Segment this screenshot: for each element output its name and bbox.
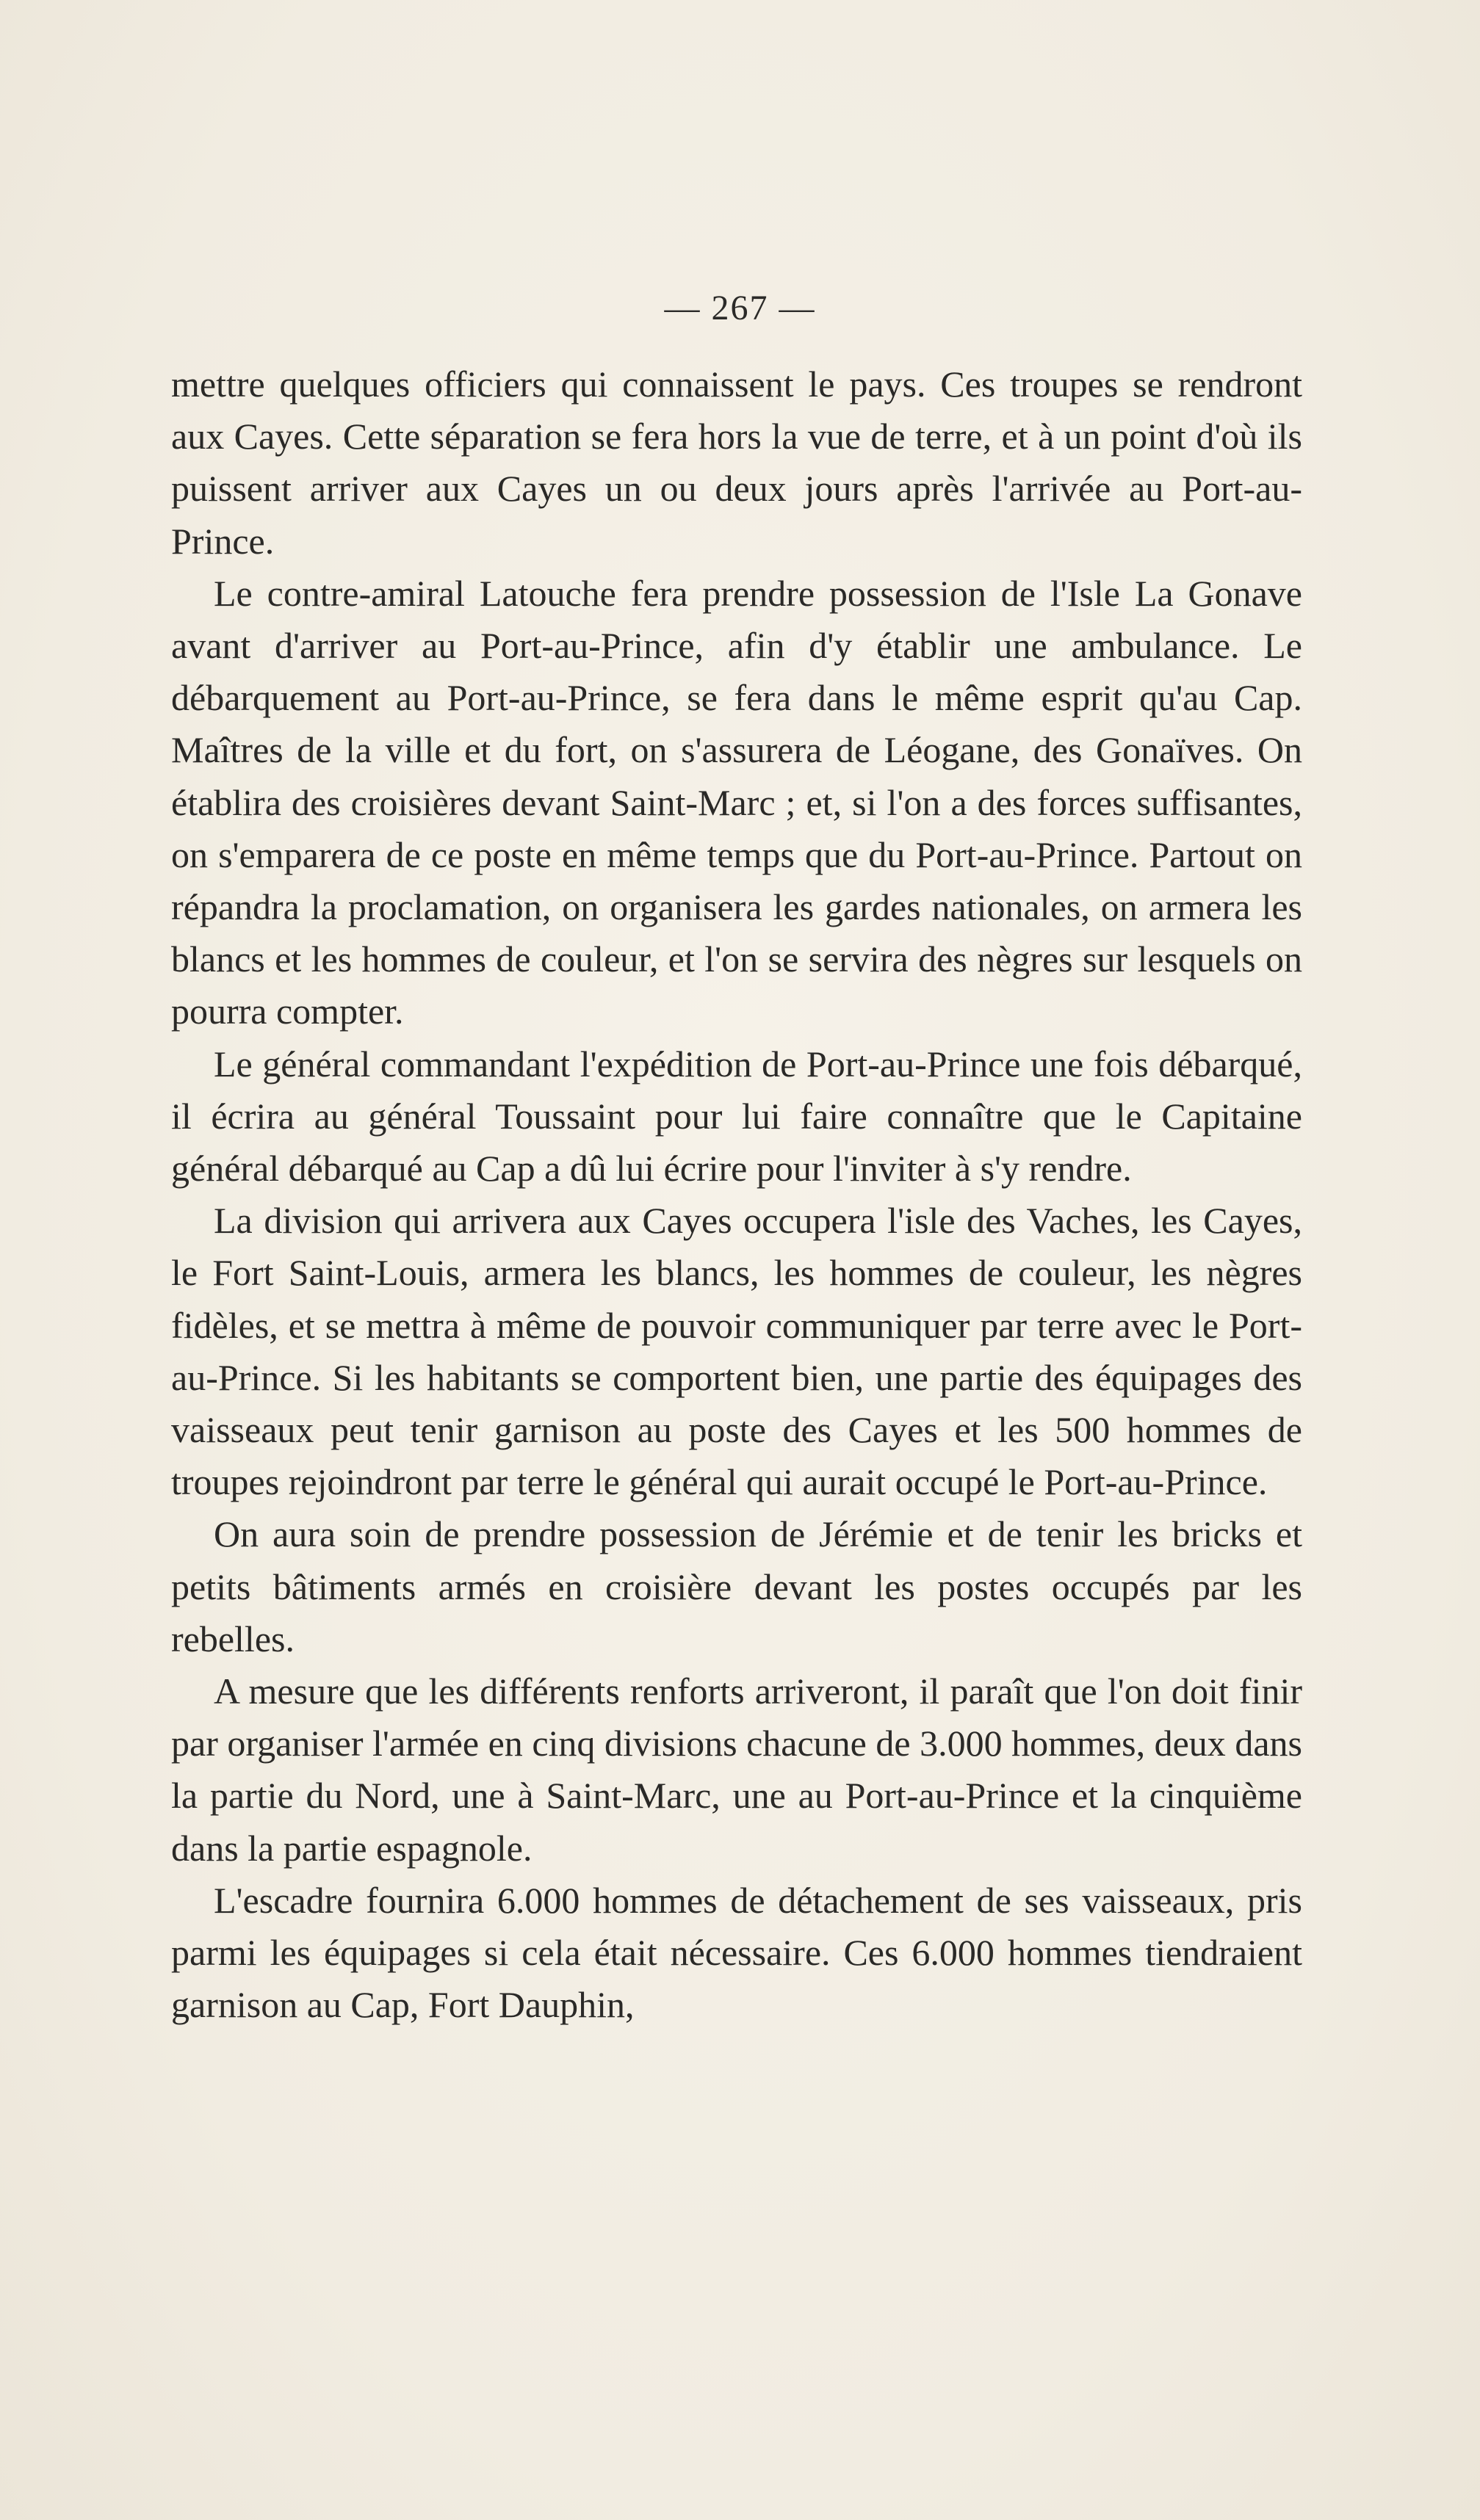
paragraph: A mesure que les différents renforts arriveront, il paraît que l'on doit finir par organiser l'armée en cinq divisions chacune de 3.000 hommes, deux dans la partie du Nord, une à Saint-Marc, une au Port-au-Prince et la cinquième dans la partie espagnole. (171, 1670, 1302, 1869)
paragraph: Le général commandant l'expédition de Port-au-Prince une fois débarqué, il écrira au général Toussaint pour lui faire connaître que le Capitaine général débarqué au Cap a dû lui écrire pour l'inviter à s'y rendre. (171, 1043, 1302, 1190)
body-text (171, 358, 1302, 2032)
paragraph: On aura soin de prendre possession de Jérémie et de tenir les bricks et petits bâtiments armés en croisière devant les postes occupés par les rebelles. (171, 1513, 1302, 1659)
paragraph: Le contre-amiral Latouche fera prendre possession de l'Isle La Gonave avant d'arriver au Port-au-Prince, afin d'y établir une ambulance. Le débarquement au Port-au-Prince, se fera dans le même esprit qu'au Cap. Maîtres de la ville et du fort, on s'assurera de Léogane, des Gonaïves. On établira des croisières devant Saint-Marc ; et, si l'on a des forces suffisantes, on s'emparera de ce poste en même temps que du Port-au-Prince. Partout on répandra la proclamation, on organisera les gardes nationales, on armera les blancs et les hommes de couleur, et l'on se servira des nègres sur lesquels on pourra compter. (171, 572, 1302, 1032)
paragraph: La division qui arrivera aux Cayes occupera l'isle des Vaches, les Cayes, le Fort Saint-Louis, armera les blancs, les hommes de couleur, les nègres fidèles, et se mettra à même de pouvoir communiquer par terre avec le Port-au-Prince. Si les habitants se comportent bien, une partie des équipages des vaisseaux peut tenir garnison au poste des Cayes et les 500 hommes de troupes rejoindront par terre le général qui aurait occupé le Port-au-Prince. (171, 1200, 1302, 1503)
page-number: — 267 — (664, 289, 816, 327)
paragraph: L'escadre fournira 6.000 hommes de détachement de ses vaisseaux, pris parmi les équipages si cela était nécessaire. Ces 6.000 hommes tiendraient garnison au Cap, Fort Dauphin, (171, 1879, 1302, 2026)
paragraph: mettre quelques officiers qui connaissent le pays. Ces troupes se rendront aux Cayes. Cette séparation se fera hors la vue de terre, et à un point d'où ils puissent arriver aux Cayes un ou deux jours après l'arrivée au Port-au-Prince. (171, 363, 1302, 562)
